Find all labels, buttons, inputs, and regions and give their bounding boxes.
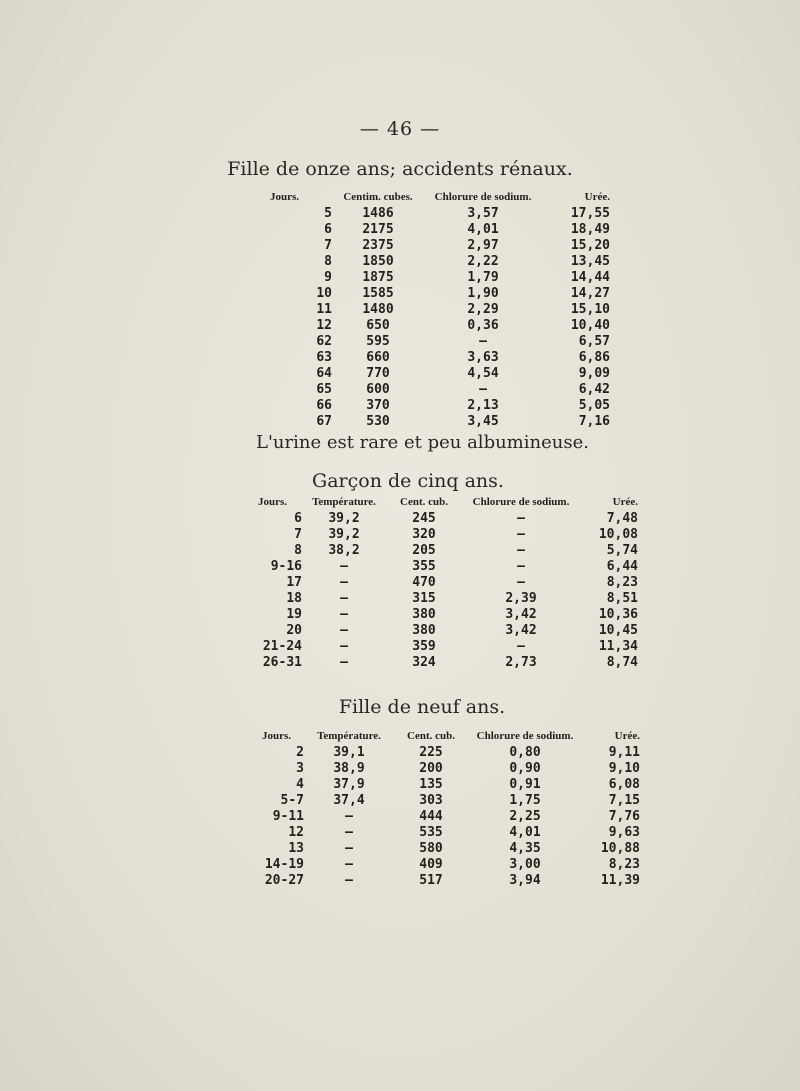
table-cell: 660 xyxy=(366,350,390,365)
table-cell: — xyxy=(517,639,525,654)
table-row xyxy=(270,382,610,398)
table-cell: 6,57 xyxy=(578,334,610,349)
table-cell: 650 xyxy=(366,318,390,333)
table-row xyxy=(258,543,638,559)
table-cell: 9,63 xyxy=(608,825,640,840)
table-cell: 9,11 xyxy=(608,745,640,760)
section2-title: Garçon de cinq ans. xyxy=(312,470,504,492)
table-cell: 2,39 xyxy=(505,591,537,606)
table-cell: 17 xyxy=(286,575,302,590)
table-row xyxy=(262,809,640,825)
table-cell: — xyxy=(340,623,348,638)
column-header: Urée. xyxy=(614,730,640,742)
table-header-row xyxy=(262,730,640,745)
table-cell: — xyxy=(345,841,353,856)
table-cell: 6,08 xyxy=(608,777,640,792)
column-header: Urée. xyxy=(584,191,610,203)
column-header: Urée. xyxy=(612,496,638,508)
table-cell: — xyxy=(517,543,525,558)
table-cell: 5,05 xyxy=(578,398,610,413)
section1-table xyxy=(270,191,610,430)
table-cell: — xyxy=(517,559,525,574)
table-cell: 14,44 xyxy=(570,270,610,285)
table-cell: 20-27 xyxy=(264,873,304,888)
table-cell: 470 xyxy=(412,575,436,590)
section3-table xyxy=(262,730,640,889)
table-cell: 4,54 xyxy=(467,366,499,381)
table-row xyxy=(270,414,610,430)
table-cell: 20 xyxy=(286,623,302,638)
table-cell: 370 xyxy=(366,398,390,413)
table-cell: 7,15 xyxy=(608,793,640,808)
table-cell: 13 xyxy=(288,841,304,856)
table-cell: 12 xyxy=(316,318,332,333)
table-cell: — xyxy=(345,825,353,840)
table-row xyxy=(262,745,640,761)
table-cell: 6,44 xyxy=(606,559,638,574)
table-header-row xyxy=(270,191,610,206)
table-cell: 1,79 xyxy=(467,270,499,285)
table-cell: — xyxy=(517,527,525,542)
table-cell: 15,10 xyxy=(570,302,610,317)
table-cell: 2,97 xyxy=(467,238,499,253)
table-cell: 303 xyxy=(419,793,443,808)
table-cell: 38,2 xyxy=(328,543,360,558)
column-header: Jours. xyxy=(270,191,300,203)
table-cell: 535 xyxy=(419,825,443,840)
table-row xyxy=(262,793,640,809)
table-cell: 38,9 xyxy=(333,761,365,776)
table-cell: — xyxy=(517,511,525,526)
table-row xyxy=(258,639,638,655)
table-cell: 14-19 xyxy=(264,857,304,872)
table-cell: — xyxy=(340,591,348,606)
table-cell: 2,73 xyxy=(505,655,537,670)
table-cell: 225 xyxy=(419,745,443,760)
table-row xyxy=(270,206,610,222)
table-row xyxy=(258,591,638,607)
table-cell: 409 xyxy=(419,857,443,872)
table-cell: — xyxy=(479,382,487,397)
table-row xyxy=(262,873,640,889)
table-row xyxy=(258,655,638,671)
table-cell: 3,63 xyxy=(467,350,499,365)
table-cell: 1850 xyxy=(362,254,394,269)
table-cell: 205 xyxy=(412,543,436,558)
table-cell: 37,9 xyxy=(333,777,365,792)
table-cell: — xyxy=(340,639,348,654)
table-row xyxy=(262,825,640,841)
table-cell: 2 xyxy=(296,745,304,760)
table-cell: 10,88 xyxy=(600,841,640,856)
table-cell: 3 xyxy=(296,761,304,776)
table-cell: 3,42 xyxy=(505,607,537,622)
table-row xyxy=(270,350,610,366)
table-row xyxy=(258,575,638,591)
table-cell: 2175 xyxy=(362,222,394,237)
table-cell: 7 xyxy=(294,527,302,542)
table-cell: 7,16 xyxy=(578,414,610,429)
table-cell: 18,49 xyxy=(570,222,610,237)
table-cell: 0,90 xyxy=(509,761,541,776)
table-cell: 2,13 xyxy=(467,398,499,413)
table-cell: 6 xyxy=(324,222,332,237)
table-cell: — xyxy=(517,575,525,590)
column-header: Centim. cubes. xyxy=(343,191,413,203)
column-header: Cent. cub. xyxy=(407,730,455,742)
table-cell: 355 xyxy=(412,559,436,574)
table-cell: 7 xyxy=(324,238,332,253)
table-row xyxy=(270,238,610,254)
table-cell: 6,86 xyxy=(578,350,610,365)
table-cell: 1,75 xyxy=(509,793,541,808)
table-row xyxy=(270,302,610,318)
section3-title: Fille de neuf ans. xyxy=(338,696,506,718)
table-cell: 1486 xyxy=(362,206,394,221)
table-cell: 15,20 xyxy=(570,238,610,253)
section1-note: L'urine est rare et peu albumineuse. xyxy=(256,432,589,453)
table-cell: 19 xyxy=(286,607,302,622)
section1-title: Fille de onze ans; accidents rénaux. xyxy=(227,158,573,180)
table-cell: 444 xyxy=(419,809,443,824)
table-cell: 1480 xyxy=(362,302,394,317)
table-cell: 200 xyxy=(419,761,443,776)
table-cell: 380 xyxy=(412,623,436,638)
table-cell: 2,22 xyxy=(467,254,499,269)
table-cell: 5,74 xyxy=(606,543,638,558)
table-cell: 0,80 xyxy=(509,745,541,760)
table-row xyxy=(262,857,640,873)
table-row xyxy=(258,607,638,623)
table-cell: 10,36 xyxy=(598,607,638,622)
table-cell: 359 xyxy=(412,639,436,654)
table-cell: 14,27 xyxy=(570,286,610,301)
table-cell: 26-31 xyxy=(262,655,302,670)
table-cell: 11,34 xyxy=(598,639,638,654)
table-row xyxy=(258,511,638,527)
table-cell: 245 xyxy=(412,511,436,526)
table-cell: 517 xyxy=(419,873,443,888)
table-cell: 580 xyxy=(419,841,443,856)
table-cell: 600 xyxy=(366,382,390,397)
column-header: Température. xyxy=(317,730,381,742)
table-cell: 3,42 xyxy=(505,623,537,638)
column-header: Chlorure de sodium. xyxy=(472,496,570,508)
table-row xyxy=(270,270,610,286)
table-cell: 5-7 xyxy=(280,793,304,808)
table-cell: — xyxy=(340,559,348,574)
table-cell: 39,1 xyxy=(333,745,365,760)
table-row xyxy=(262,761,640,777)
table-cell: 8,74 xyxy=(606,655,638,670)
table-cell: 9,10 xyxy=(608,761,640,776)
table-cell: 18 xyxy=(286,591,302,606)
table-row xyxy=(262,777,640,793)
table-cell: 6 xyxy=(294,511,302,526)
table-row xyxy=(258,559,638,575)
table-cell: 39,2 xyxy=(328,511,360,526)
table-cell: 9,09 xyxy=(578,366,610,381)
table-cell: 2375 xyxy=(362,238,394,253)
table-cell: 380 xyxy=(412,607,436,622)
table-cell: 4,01 xyxy=(509,825,541,840)
table-cell: 63 xyxy=(316,350,332,365)
table-row xyxy=(270,286,610,302)
table-row xyxy=(270,398,610,414)
table-row xyxy=(270,334,610,350)
section2-table xyxy=(258,496,638,671)
table-cell: 4,35 xyxy=(509,841,541,856)
table-cell: 7,76 xyxy=(608,809,640,824)
table-cell: — xyxy=(345,809,353,824)
table-cell: 39,2 xyxy=(328,527,360,542)
table-cell: 4 xyxy=(296,777,304,792)
table-cell: 6,42 xyxy=(578,382,610,397)
table-row xyxy=(258,527,638,543)
table-cell: — xyxy=(340,607,348,622)
table-cell: 11 xyxy=(316,302,332,317)
table-cell: 9 xyxy=(324,270,332,285)
table-cell: 1585 xyxy=(362,286,394,301)
table-cell: 135 xyxy=(419,777,443,792)
table-cell: 7,48 xyxy=(606,511,638,526)
table-cell: 8,23 xyxy=(606,575,638,590)
column-header: Température. xyxy=(312,496,376,508)
table-cell: 8,23 xyxy=(608,857,640,872)
table-cell: 13,45 xyxy=(570,254,610,269)
table-cell: 62 xyxy=(316,334,332,349)
table-cell: — xyxy=(345,857,353,872)
table-cell: — xyxy=(479,334,487,349)
table-row xyxy=(270,318,610,334)
table-row xyxy=(270,254,610,270)
table-cell: 0,91 xyxy=(509,777,541,792)
table-cell: 315 xyxy=(412,591,436,606)
table-cell: 37,4 xyxy=(333,793,365,808)
column-header: Chlorure de sodium. xyxy=(434,191,532,203)
table-cell: 770 xyxy=(366,366,390,381)
table-cell: — xyxy=(340,655,348,670)
table-cell: 530 xyxy=(366,414,390,429)
table-cell: 1875 xyxy=(362,270,394,285)
table-cell: 10 xyxy=(316,286,332,301)
table-cell: 67 xyxy=(316,414,332,429)
column-header: Jours. xyxy=(258,496,288,508)
table-header-row xyxy=(258,496,638,511)
table-cell: 8 xyxy=(294,543,302,558)
table-cell: 3,94 xyxy=(509,873,541,888)
table-cell: 0,36 xyxy=(467,318,499,333)
table-cell: 3,00 xyxy=(509,857,541,872)
table-cell: — xyxy=(345,873,353,888)
table-cell: 3,57 xyxy=(467,206,499,221)
table-cell: 2,25 xyxy=(509,809,541,824)
table-cell: 8 xyxy=(324,254,332,269)
table-cell: 10,08 xyxy=(598,527,638,542)
column-header: Cent. cub. xyxy=(400,496,448,508)
column-header: Chlorure de sodium. xyxy=(476,730,574,742)
table-cell: 324 xyxy=(412,655,436,670)
table-cell: 65 xyxy=(316,382,332,397)
table-row xyxy=(270,366,610,382)
page-number: — 46 — xyxy=(359,118,441,140)
table-row xyxy=(262,841,640,857)
table-row xyxy=(258,623,638,639)
table-cell: 66 xyxy=(316,398,332,413)
table-cell: 10,40 xyxy=(570,318,610,333)
table-row xyxy=(270,222,610,238)
table-cell: — xyxy=(340,575,348,590)
table-cell: 11,39 xyxy=(600,873,640,888)
table-cell: 9-16 xyxy=(270,559,302,574)
table-cell: 8,51 xyxy=(606,591,638,606)
table-cell: 3,45 xyxy=(467,414,499,429)
table-cell: 2,29 xyxy=(467,302,499,317)
table-cell: 21-24 xyxy=(262,639,302,654)
table-cell: 64 xyxy=(316,366,332,381)
table-cell: 10,45 xyxy=(598,623,638,638)
table-cell: 17,55 xyxy=(570,206,610,221)
table-cell: 12 xyxy=(288,825,304,840)
table-cell: 595 xyxy=(366,334,390,349)
table-cell: 4,01 xyxy=(467,222,499,237)
column-header: Jours. xyxy=(262,730,292,742)
table-cell: 1,90 xyxy=(467,286,499,301)
table-cell: 9-11 xyxy=(272,809,304,824)
table-cell: 5 xyxy=(324,206,332,221)
table-cell: 320 xyxy=(412,527,436,542)
